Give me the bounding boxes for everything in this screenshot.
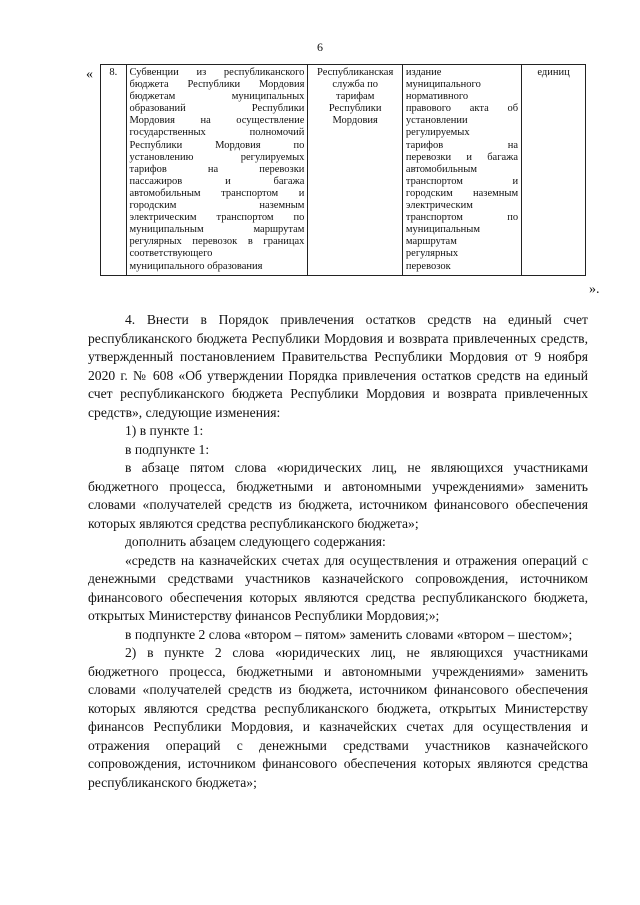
paragraph-abzac-5: в абзаце пятом слова «юридических лиц, не являющихся участниками бюджетного процесса, бюджетными и автономными учреждениями» заменить словами «получателей средств из бюджета, источником финансового обеспечения которых являются средства республиканского бюджета»; bbox=[88, 460, 588, 531]
cell-line: городским наземным bbox=[405, 187, 519, 199]
cell-line: Республики Мордовия по bbox=[129, 139, 305, 151]
cell-line: образований Республики bbox=[129, 103, 305, 115]
cell-line: бюджета Республики Мордовия bbox=[129, 79, 305, 91]
cell-line: Мордовия на осуществление bbox=[129, 115, 305, 127]
paragraph-new-abzac-text: «средств на казначейских счетах для осуществления и отражения операций с денежными средствами участников казначейского сопровождения, источником финансового обеспечения которых являются средства республиканского бюджета, открытых Министерству финансов Республики Мордовия;»; bbox=[88, 552, 588, 623]
cell-line: установлении bbox=[405, 115, 468, 127]
cell-line: городским наземным bbox=[129, 200, 305, 212]
cell-line: регулируемых bbox=[405, 127, 470, 139]
executor-cell bbox=[308, 65, 402, 276]
cell-line: издание bbox=[405, 67, 442, 78]
amendment-text bbox=[88, 311, 588, 792]
cell-line: транспортом и bbox=[405, 175, 519, 187]
cell-line: нормативного bbox=[405, 91, 469, 103]
cell-line: маршрутам bbox=[405, 236, 457, 248]
cell-line: тарифов на bbox=[405, 139, 519, 151]
cell-line: муниципальным маршрутам bbox=[129, 224, 305, 236]
cell-line: пассажиров и багажа bbox=[129, 175, 305, 187]
table-row bbox=[101, 65, 586, 276]
cell-line: тарифам bbox=[335, 91, 375, 103]
cell-line: муниципальным bbox=[405, 224, 480, 236]
table-closing-quote: ». bbox=[589, 282, 600, 297]
cell-line: муниципального образования bbox=[129, 260, 263, 272]
paragraph-add-abzac: дополнить абзацем следующего содержания: bbox=[125, 534, 386, 549]
cell-line: правового акта об bbox=[405, 103, 519, 115]
paragraph-item-4: 4. Внести в Порядок привлечения остатков средств на единый счет республиканского бюджета Республики Мордовия и возврата привлеченных средств, утвержденный постановлением Правительства Республики Мордовия от 9 ноября 2020 г. № 608 «Об утверждении Порядка привлечения остатков средств на единый счет республиканского бюджета Республики Мордовия и возврата привлеченных средств», следующие изменения: bbox=[88, 312, 588, 420]
cell-line: регулярных перевозок в границах bbox=[129, 236, 305, 248]
unit-cell: единиц bbox=[522, 65, 586, 276]
cell-line: муниципального bbox=[405, 79, 481, 91]
cell-line: Республиканская bbox=[317, 67, 394, 78]
cell-line: регулярных bbox=[405, 248, 459, 260]
cell-line: установлению регулируемых bbox=[129, 151, 305, 163]
cell-line: служба по bbox=[332, 79, 378, 91]
paragraph-subpoint-2: в подпункте 2 слова «втором – пятом» заменить словами «втором – шестом»; bbox=[125, 626, 573, 642]
cell-line: перевозки и багажа bbox=[405, 151, 519, 163]
row-number-cell: 8. bbox=[101, 65, 127, 276]
subsidy-name-cell bbox=[126, 65, 308, 276]
cell-line: электрическим транспортом по bbox=[129, 212, 305, 224]
table-opening-quote: « bbox=[86, 67, 93, 82]
cell-line: бюджетам муниципальных bbox=[129, 91, 305, 103]
cell-line: Субвенции из республиканского bbox=[129, 67, 305, 78]
page-number: 6 bbox=[317, 40, 323, 54]
cell-line: перевозок bbox=[405, 260, 451, 272]
cell-line: Мордовия bbox=[332, 115, 378, 127]
paragraph-subitem-2: 2) в пункте 2 слова «юридических лиц, не являющихся участниками бюджетного процесса, бюджетными и автономными учреждениями» заменить словами «получателей средств из бюджета, источником финансового обеспечения которых являются средства республиканского бюджета, открытых Министерству финансов Республики Мордовия, и казначейских счетах для осуществления и отражения операций с денежными средствами участников казначейского сопровождения, источником финансового обеспечения которых являются средства республиканского бюджета»; bbox=[88, 645, 588, 790]
cell-line: автомобильным bbox=[405, 163, 477, 175]
cell-line: соответствующего bbox=[129, 248, 213, 260]
cell-line: государственных полномочий bbox=[129, 127, 305, 139]
cell-line: автомобильным транспортом и bbox=[129, 187, 305, 199]
table-row-8 bbox=[100, 64, 586, 276]
paragraph-subitem-1: 1) в пункте 1: bbox=[125, 423, 204, 438]
cell-line: электрическим bbox=[405, 200, 473, 212]
paragraph-subpoint-1: в подпункте 1: bbox=[125, 441, 210, 457]
cell-line: Республики bbox=[328, 103, 382, 115]
document-cell bbox=[402, 65, 521, 276]
cell-line: транспортом по bbox=[405, 212, 519, 224]
cell-line: тарифов на перевозки bbox=[129, 163, 305, 175]
